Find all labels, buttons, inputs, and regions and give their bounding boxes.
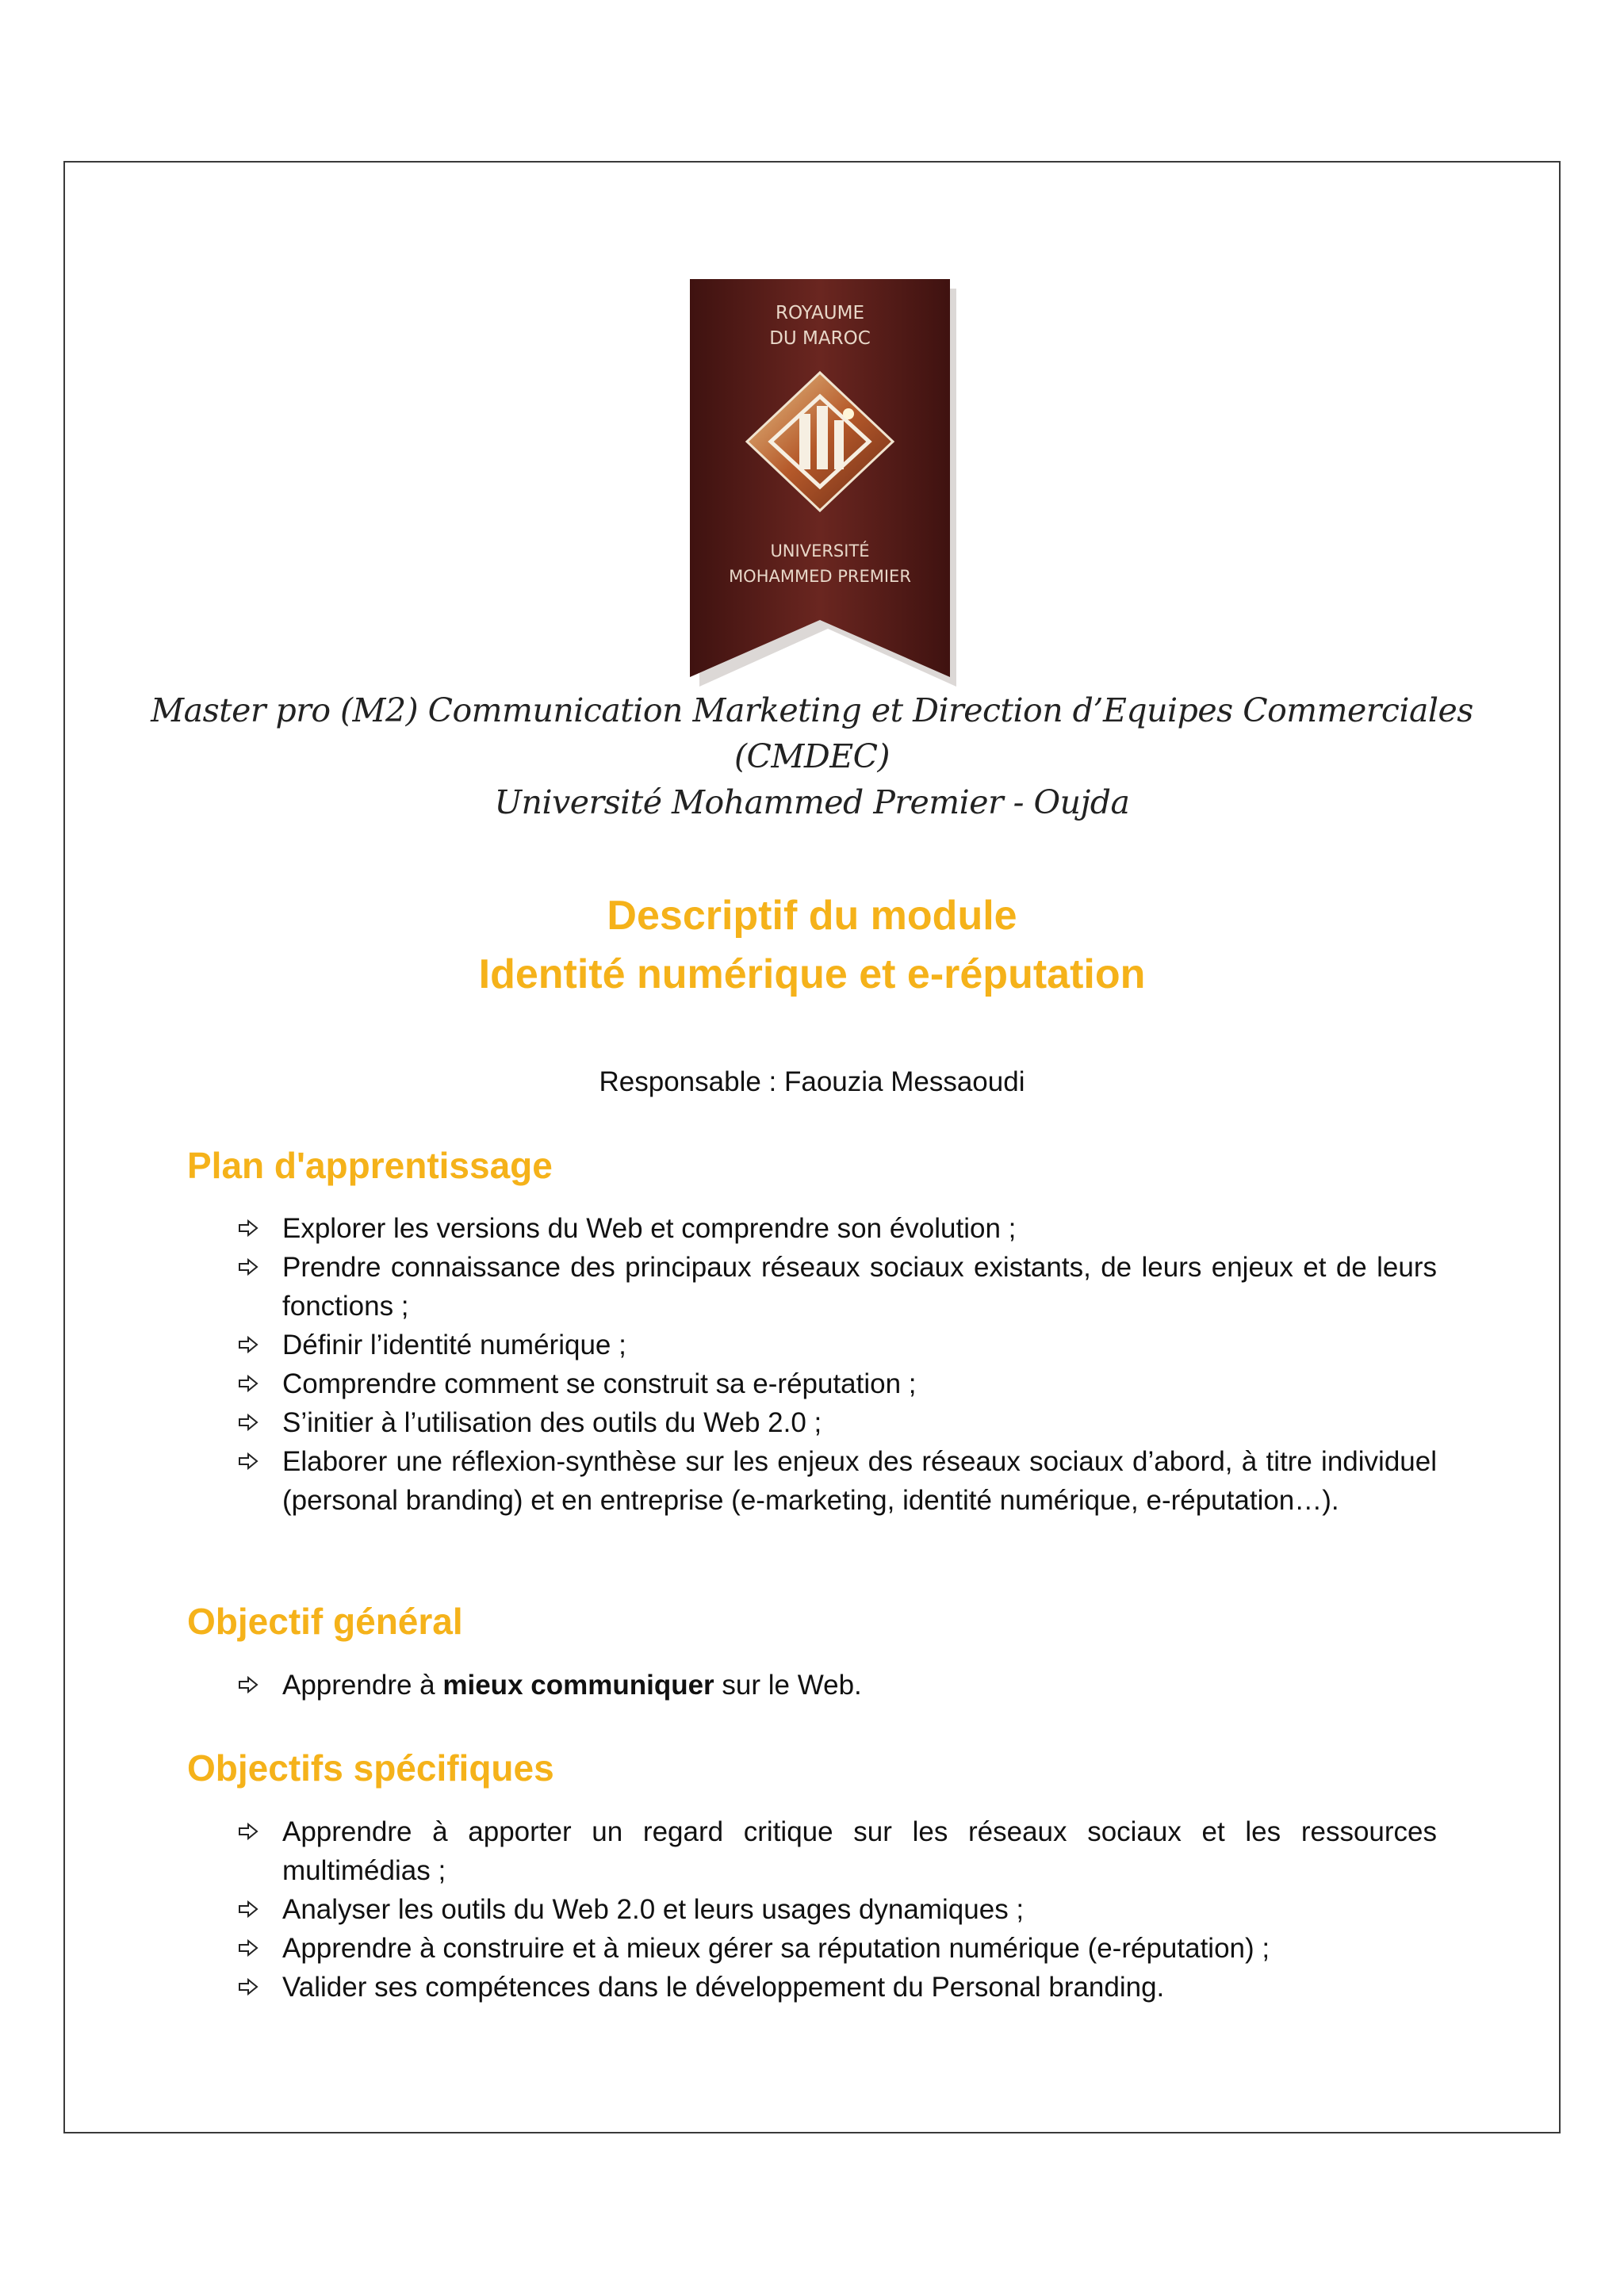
arrow-right-icon	[238, 1403, 262, 1442]
arrow-right-icon	[238, 1209, 262, 1248]
plan-list	[238, 1209, 1437, 1520]
section-heading-specific: Objectifs spécifiques	[187, 1747, 554, 1789]
logo-text-royaume: ROYAUME	[775, 303, 865, 323]
logo-text-mohammed-premier: MOHAMMED PREMIER	[729, 567, 911, 586]
list-item	[238, 1666, 1437, 1705]
list-item	[238, 1812, 1437, 1890]
list-item	[238, 1326, 1437, 1364]
list-item	[238, 1442, 1437, 1520]
module-title: Identité numérique et e-réputation	[478, 951, 1146, 997]
arrow-right-icon	[238, 1890, 262, 1929]
list-item-text: Elaborer une réflexion-synthèse sur les enjeux des réseaux sociaux d’abord, à titre individuel (personal branding) et en entreprise (e-marketing, identité numérique, e-réputation…).	[282, 1446, 1437, 1516]
arrow-right-icon	[238, 1326, 262, 1364]
arrow-right-icon	[238, 1248, 262, 1287]
list-item-text: S’initier à l’utilisation des outils du Web 2.0 ;	[282, 1407, 822, 1438]
list-item-text: Explorer les versions du Web et comprendre son évolution ;	[282, 1213, 1017, 1244]
list-item	[238, 1364, 1437, 1403]
list-item-text: Valider ses compétences dans le développement du Personal branding.	[282, 1972, 1165, 2003]
list-item	[238, 1403, 1437, 1442]
section-heading-general: Objectif général	[187, 1601, 463, 1642]
general-list	[238, 1666, 1437, 1705]
list-item-text: Apprendre à construire et à mieux gérer sa réputation numérique (e-réputation) ;	[282, 1933, 1270, 1964]
arrow-right-icon	[238, 1666, 262, 1705]
list-item-text: Définir l’identité numérique ;	[282, 1330, 626, 1360]
arrow-right-icon	[238, 1929, 262, 1968]
logo-text-du-maroc: DU MAROC	[769, 328, 871, 349]
list-item-text: Apprendre à	[282, 1670, 443, 1701]
list-item-text: Prendre connaissance des principaux réseaux sociaux existants, de leurs enjeux et de leurs fonctions ;	[282, 1252, 1437, 1322]
arrow-right-icon	[238, 1442, 262, 1481]
list-item	[238, 1248, 1437, 1326]
program-title: Master pro (M2) Communication Marketing et Direction d’Equipes Commerciales	[151, 691, 1473, 729]
arrow-right-icon	[238, 1812, 262, 1851]
program-acronym: (CMDEC)	[733, 737, 890, 775]
module-label: Descriptif du module	[607, 893, 1017, 939]
list-item	[238, 1929, 1437, 1968]
module-responsible: Responsable : Faouzia Messaoudi	[599, 1066, 1025, 1097]
list-item-text: Comprendre comment se construit sa e-réputation ;	[282, 1368, 917, 1399]
list-item	[238, 1890, 1437, 1929]
list-item-text: Apprendre à apporter un regard critique sur les réseaux sociaux et les ressources multimédias ;	[282, 1816, 1437, 1886]
emphasis-text: mieux communiquer	[442, 1670, 714, 1701]
logo-text-universite: UNIVERSITÉ	[770, 541, 870, 561]
list-item	[238, 1968, 1437, 2007]
university-logo	[680, 279, 966, 691]
arrow-right-icon	[238, 1364, 262, 1403]
section-heading-plan: Plan d'apprentissage	[187, 1145, 553, 1186]
list-item-text: Analyser les outils du Web 2.0 et leurs usages dynamiques ;	[282, 1894, 1025, 1925]
list-item-text: sur le Web.	[714, 1670, 862, 1701]
arrow-right-icon	[238, 1968, 262, 2007]
specific-list	[238, 1812, 1437, 2007]
list-item	[238, 1209, 1437, 1248]
university-name: Université Mohammed Premier - Oujda	[494, 783, 1130, 821]
